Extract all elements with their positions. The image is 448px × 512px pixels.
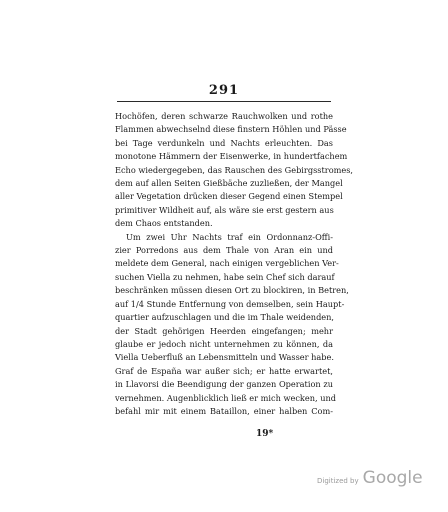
text-line: Viella Ueberfluß an Lebensmitteln und Wasser habe. — [115, 352, 334, 363]
text-line: auf 1/4 Stunde Entfernung von demselben, sein Haupt- — [115, 298, 345, 309]
watermark-prefix: Digitized by — [317, 477, 359, 485]
google-logo: Google — [362, 468, 423, 488]
text-line: befahl mir mit einem Bataillon, einer halben Com- — [115, 405, 333, 416]
text-line: quartier aufzuschlagen und die im Thale weidenden, — [115, 312, 335, 323]
text-line: dem Chaos entstanden. — [115, 218, 213, 229]
text-line: Echo wiedergegeben, das Rauschen des Gebirgsstromes, — [115, 164, 354, 175]
text-line: bei Tage verdunkeln und Nachts erleuchten. Das — [115, 137, 333, 148]
header-rule — [117, 101, 331, 102]
text-line: glaube er jedoch nicht unternehmen zu können, da — [115, 338, 333, 349]
text-line: beschränken müssen diesen Ort zu blockiren, in Betren, — [115, 285, 349, 296]
text-line: primitiver Wildheit auf, als wäre sie erst gestern aus — [115, 204, 334, 215]
text-line: der Stadt gehörigen Heerden eingefangen; mehr — [115, 325, 333, 336]
text-line: dem auf allen Seiten Gießbäche zuzließen, der Mangel — [115, 178, 343, 189]
text-line: Flammen abwechselnd diese finstern Höhlen und Pässe — [115, 124, 347, 135]
text-line: aller Vegetation drücken dieser Gegend einen Stempel — [115, 191, 343, 202]
text-line: meldete dem General, nach einigen vergeblichen Ver- — [115, 258, 339, 269]
printer-signature: 19* — [256, 429, 274, 439]
text-line: suchen Viella zu nehmen, habe sein Chef sich darauf — [115, 271, 335, 282]
google-watermark — [317, 468, 423, 488]
text-line: zier Porredons aus dem Thale von Aran ein und — [115, 245, 333, 256]
text-line: Um zwei Uhr Nachts traf ein Ordonnanz-Offi- — [126, 231, 333, 242]
page-number: 291 — [208, 83, 240, 98]
text-line: Hochöfen, deren schwarze Rauchwolken und rothe — [115, 111, 333, 121]
text-line: Graf de España war außer sich; er hatte erwartet, — [115, 365, 333, 376]
text-line: in Llavorsi die Beendigung der ganzen Operation zu — [115, 379, 333, 390]
text-line: vernehmen. Augenblicklich ließ er mich wecken, und — [115, 392, 337, 403]
text-line: monotone Hämmern der Eisenwerke, in hundertfachem — [115, 151, 348, 162]
body-text — [115, 110, 354, 418]
